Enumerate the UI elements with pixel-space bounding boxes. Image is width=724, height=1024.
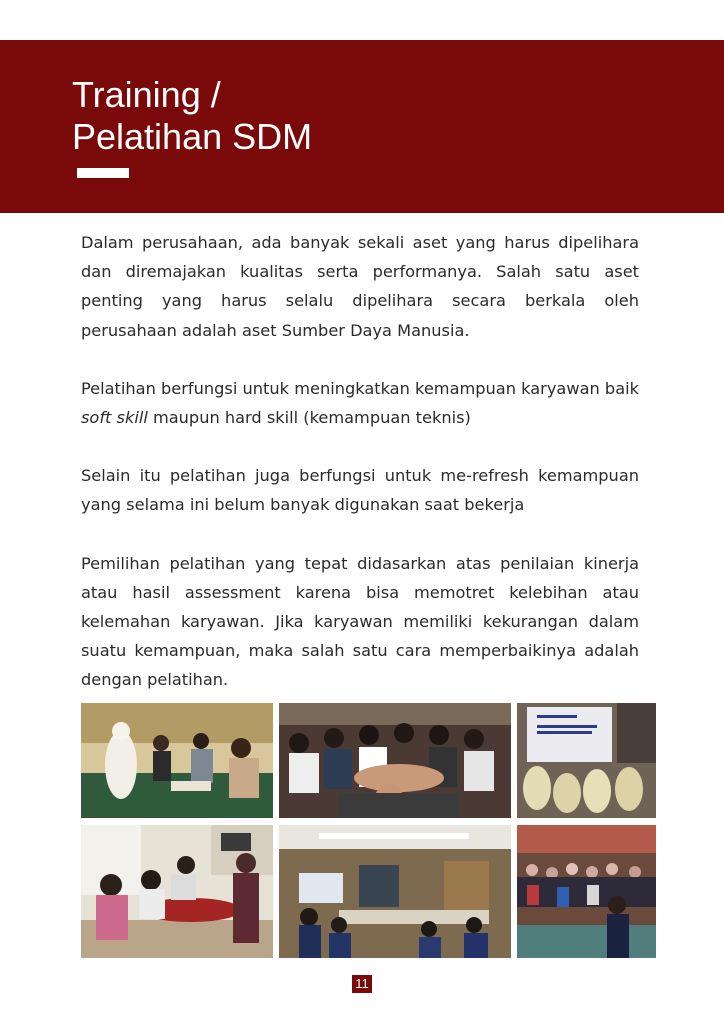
paragraph-2-start: Pelatihan berfungsi untuk meningkatkan kemampuan karyawan baik <box>81 378 639 398</box>
paragraph-4: Pemilihan pelatihan yang tepat didasarkan atas penilaian kinerja atau hasil assessment karena bisa memotret kelebihan atau kelemahan karyawan. Jika karyawan memiliki kekurangan dalam suatu kemampuan, maka salah satu cara memperbaikinya adalah dengan pelatihan. <box>81 553 639 690</box>
paragraph-1: Dalam perusahaan, ada banyak sekali aset yang harus dipelihara dan diremajakan kualitas serta performanya. Salah satu aset penting yang harus selalu dipelihara secara berkala oleh perusahaan adalah aset Sumber Daya Manusia. <box>81 233 639 340</box>
paragraph-2-end: maupun hard skill (kemampuan teknis) <box>147 408 471 428</box>
page-title <box>72 74 312 158</box>
page-number: 11 <box>352 975 372 993</box>
paragraph-2 <box>81 374 639 432</box>
top-margin <box>0 0 724 40</box>
page-title-line1: Training / <box>72 74 221 115</box>
paragraph-3: Selain itu pelatihan juga berfungsi untuk me-refresh kemampuan yang selama ini belum banyak digunakan saat bekerja <box>81 466 639 515</box>
photo-large-group-event <box>517 825 656 958</box>
photo-meeting-room <box>279 825 511 958</box>
header-banner <box>0 40 724 213</box>
photo-team-hands-together <box>279 703 511 818</box>
photo-classroom-workshop <box>81 825 273 958</box>
title-underline-bar <box>77 168 129 178</box>
paragraph-2-italic: soft skill <box>81 408 148 428</box>
photo-presentation-session <box>517 703 656 818</box>
body-text <box>81 228 639 695</box>
photo-training-discussion <box>81 703 273 818</box>
page-title-line2: Pelatihan SDM <box>72 116 313 157</box>
